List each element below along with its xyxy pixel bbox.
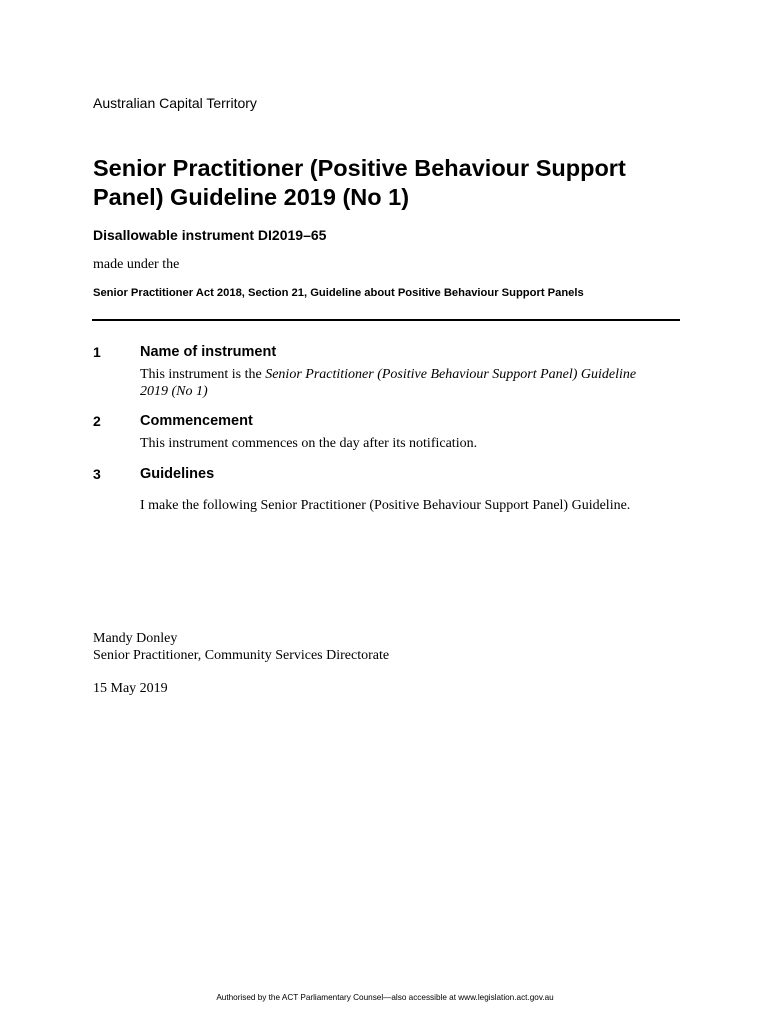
document-title: Senior Practitioner (Positive Behaviour Support Panel) Guideline 2019 (No 1) [93, 155, 626, 210]
section-body-prefix: This instrument is the [140, 367, 266, 382]
signatory-position: Senior Practitioner, Community Services Directorate [93, 648, 390, 663]
section-heading: Guidelines [140, 466, 215, 482]
section-number: 3 [93, 466, 101, 482]
jurisdiction-label: Australian Capital Territory [93, 95, 257, 111]
section-number: 2 [93, 413, 101, 429]
section-body [140, 366, 650, 400]
section-heading: Name of instrument [140, 344, 277, 360]
header-divider [92, 319, 680, 321]
instrument-name-italic: Senior Practitioner (Positive Behaviour Support Panel) Guideline 2019 (No 1) [140, 367, 637, 399]
instrument-id: Disallowable instrument DI2019–65 [93, 227, 327, 243]
section-heading: Commencement [140, 413, 253, 429]
signatory-name: Mandy Donley [93, 631, 178, 646]
authorising-act: Senior Practitioner Act 2018, Section 21, Guideline about Positive Behaviour Support Panels [93, 287, 584, 299]
section-body: I make the following Senior Practitioner (Positive Behaviour Support Panel) Guideline. [140, 498, 631, 513]
section-body: This instrument commences on the day after its notification. [140, 436, 478, 451]
section-number: 1 [93, 344, 101, 360]
page-footer: Authorised by the ACT Parliamentary Counsel—also accessible at www.legislation.act.gov.au [216, 993, 554, 1002]
signature-date: 15 May 2019 [93, 681, 168, 696]
made-under-text: made under the [93, 257, 180, 272]
